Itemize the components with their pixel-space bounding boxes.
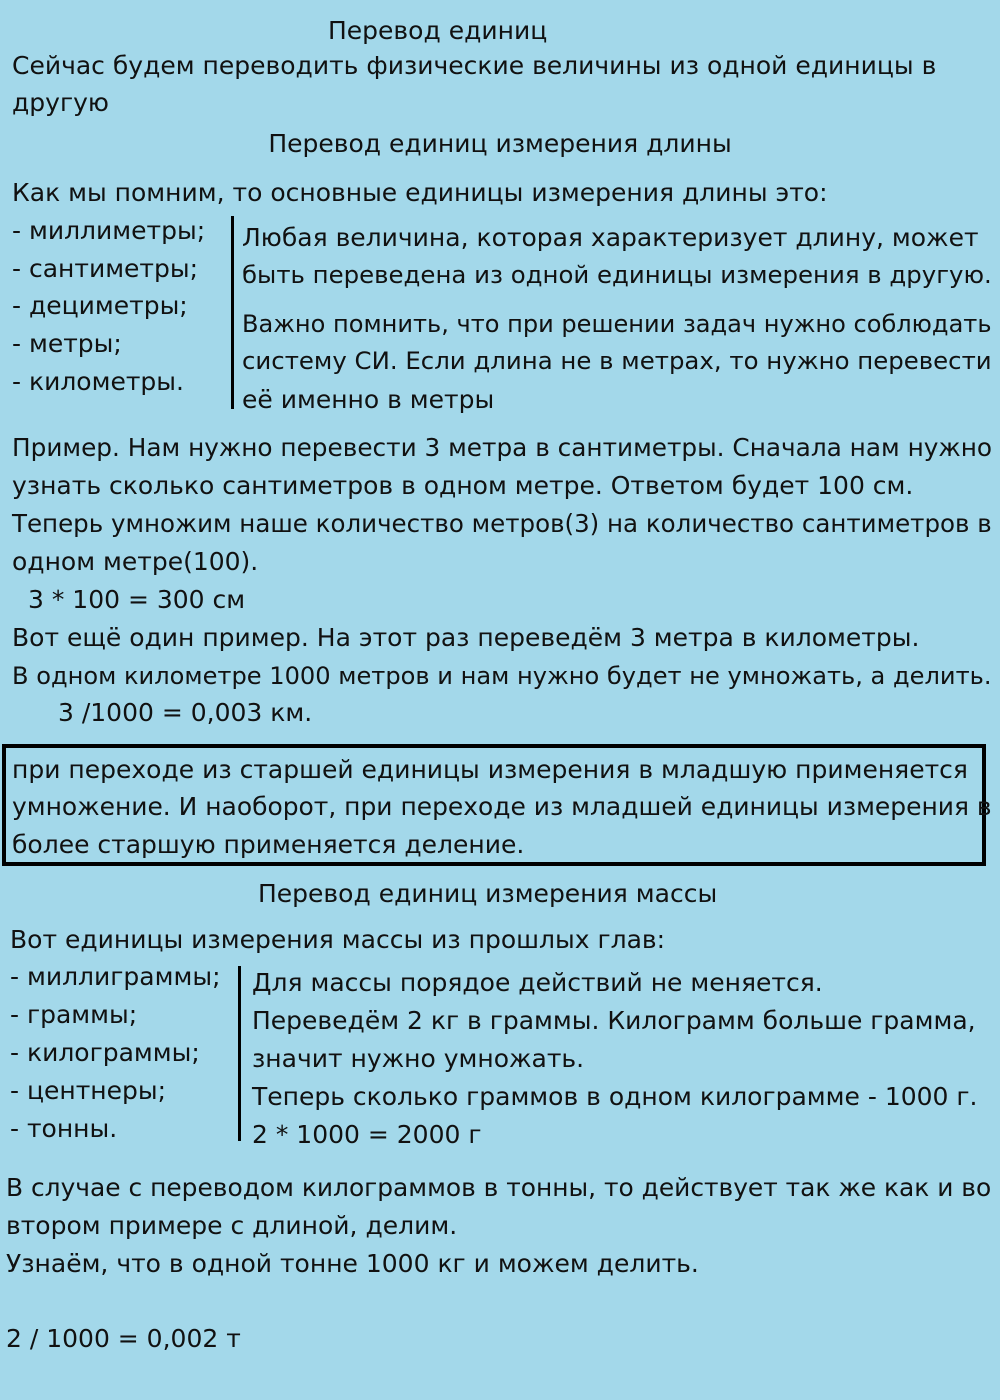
page-title: Перевод единиц xyxy=(328,16,548,45)
list-item: - граммы; xyxy=(10,1000,138,1029)
divider-line xyxy=(231,216,234,409)
list-item: - метры; xyxy=(12,329,122,358)
paragraph-line: втором примере с длиной, делим. xyxy=(6,1211,458,1240)
note-line: Важно помнить, что при решении задач нужно соблюдать xyxy=(242,310,992,338)
list-item: - миллиметры; xyxy=(12,216,206,245)
note-line: систему СИ. Если длина не в метрах, то нужно перевести xyxy=(242,346,992,375)
intro-line-2: другую xyxy=(12,88,109,117)
divider-line xyxy=(238,966,241,1141)
list-item: - килограммы; xyxy=(10,1038,200,1067)
paragraph-line: узнать сколько сантиметров в одном метре. Ответом будет 100 см. xyxy=(12,471,914,500)
list-item: - километры. xyxy=(12,367,184,396)
length-heading: Перевод единиц измерения длины xyxy=(268,129,732,158)
rule-line: более старшую применяется деление. xyxy=(12,830,525,859)
formula: 2 / 1000 = 0,002 т xyxy=(6,1324,241,1353)
mass-heading: Перевод единиц измерения массы xyxy=(258,879,718,908)
paragraph-line: Вот ещё один пример. На этот раз переведём 3 метра в километры. xyxy=(12,623,920,652)
rule-line: умножение. И наоборот, при переходе из младшей единицы измерения в xyxy=(12,792,992,821)
mass-lead: Вот единицы измерения массы из прошлых глав: xyxy=(10,925,666,954)
note-line: Теперь сколько граммов в одном килограмме - 1000 г. xyxy=(252,1082,978,1111)
paragraph-line: Теперь умножим наше количество метров(3) на количество сантиметров в xyxy=(12,509,992,538)
paragraph-line: В одном километре 1000 метров и нам нужно будет не умножать, а делить. xyxy=(12,662,992,690)
note-line: быть переведена из одной единицы измерения в другую. xyxy=(242,260,992,289)
paragraph-line: одном метре(100). xyxy=(12,547,259,576)
rule-line: при переходе из старшей единицы измерения в младшую применяется xyxy=(12,755,968,784)
note-line: Переведём 2 кг в граммы. Килограмм больше грамма, xyxy=(252,1006,976,1035)
note-line: значит нужно умножать. xyxy=(252,1044,585,1073)
list-item: - сантиметры; xyxy=(12,254,199,283)
formula: 3 * 100 = 300 см xyxy=(28,585,246,614)
note-line: её именно в метры xyxy=(242,385,495,414)
list-item: - дециметры; xyxy=(12,291,188,320)
list-item: - центнеры; xyxy=(10,1076,167,1105)
list-item: - миллиграммы; xyxy=(10,962,221,991)
paragraph-line: Пример. Нам нужно перевести 3 метра в сантиметры. Сначала нам нужно xyxy=(12,433,993,462)
paragraph-line: Узнаём, что в одной тонне 1000 кг и можем делить. xyxy=(6,1249,699,1278)
note-line: Для массы порядое действий не меняется. xyxy=(252,968,823,997)
intro-line-1: Сейчас будем переводить физические величины из одной единицы в xyxy=(12,51,937,80)
list-item: - тонны. xyxy=(10,1114,118,1143)
formula: 2 * 1000 = 2000 г xyxy=(252,1120,482,1149)
note-line: Любая величина, которая характеризует длину, может xyxy=(242,223,979,252)
paragraph-line: В случае с переводом килограммов в тонны, то действует так же как и во xyxy=(6,1173,992,1202)
formula: 3 /1000 = 0,003 км. xyxy=(58,698,313,727)
length-lead: Как мы помним, то основные единицы измерения длины это: xyxy=(12,178,828,207)
